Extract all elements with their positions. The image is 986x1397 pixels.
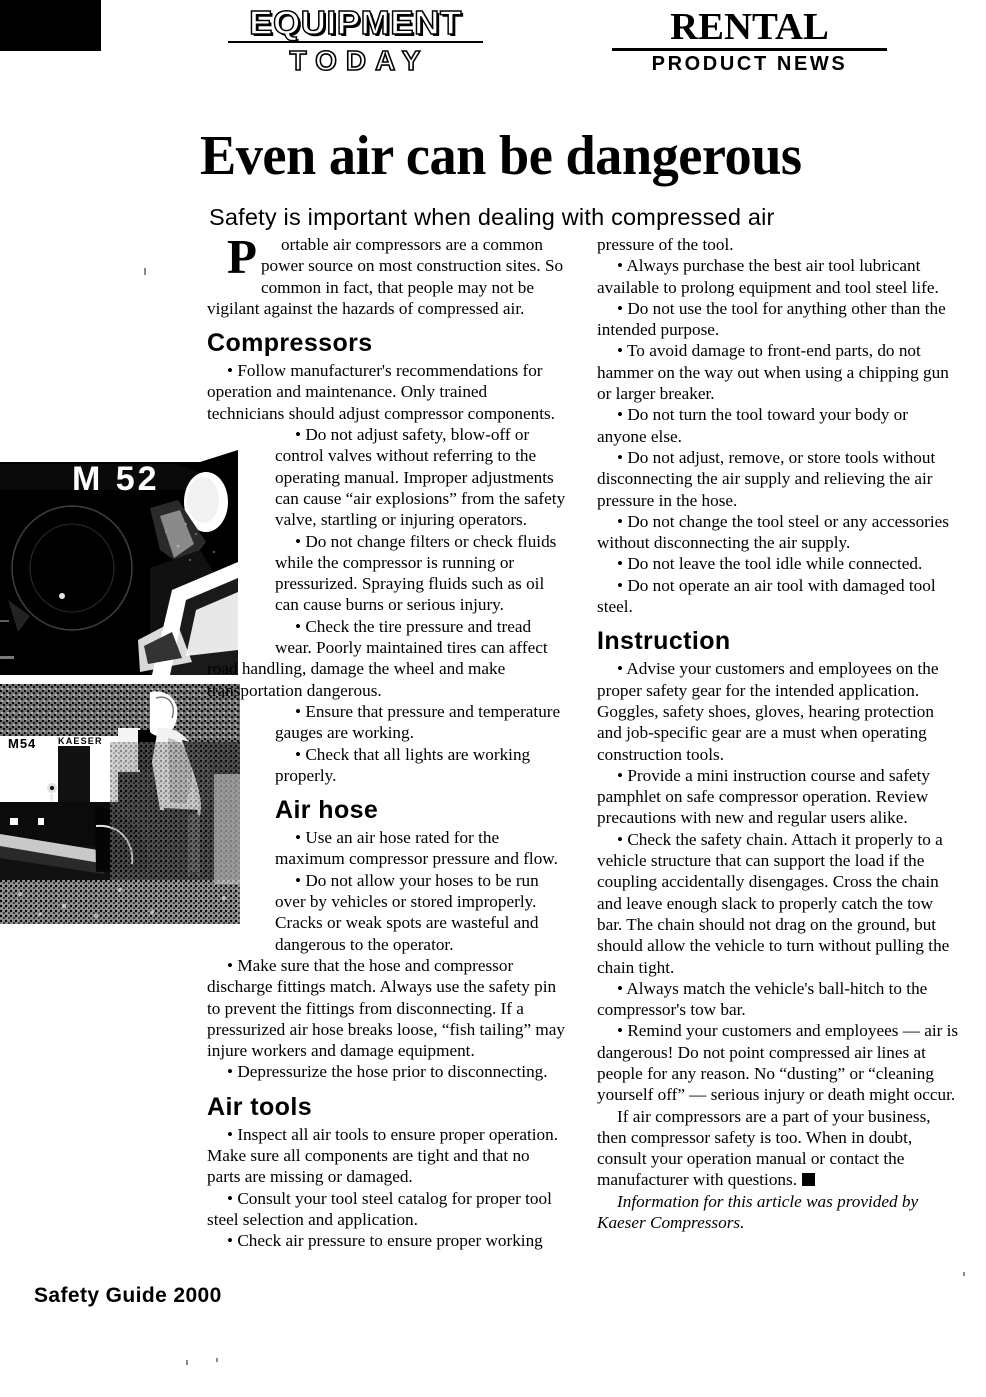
bullet-item: • Remind your customers and employees — air is dangerous! Do not point compressed air lines at people for any reason. No “dusting” or “cleaning yourself off” — serious injury or death might occur. <box>597 1021 959 1105</box>
photo-worker-jobsite <box>0 684 240 924</box>
scan-speck <box>963 1272 965 1276</box>
bullet-item: • To avoid damage to front-end parts, do not hammer on the way out when using a chipping gun or larger breaker. <box>597 341 949 404</box>
bullet-item: • Follow manufacturer's recommendations for operation and maintenance. Only trained technicians should adjust compressor components. <box>207 361 555 423</box>
bullet-item: • Consult your tool steel catalog for proper tool steel selection and application. <box>207 1188 552 1229</box>
masthead <box>0 0 986 92</box>
logo-equipment-line2: TODAY <box>289 45 430 76</box>
bullet-item: • Make sure that the hose and compressor discharge fittings match. Always use the safety pin to prevent the fittings from disconnecting. If a pressurized air hose breaks loose, “fish tailing” may injure workers and damage equipment. <box>207 955 565 1061</box>
logo-rental-rule <box>612 48 887 51</box>
bullet-item: • Ensure that pressure and temperature gauges are working. <box>275 701 561 743</box>
photo-label-m54: M54 <box>8 736 37 751</box>
photo-wrap-spacer <box>207 701 275 937</box>
photo-compressor-closeup <box>0 450 238 675</box>
photo-label-kaeser: KAESER <box>58 736 103 746</box>
bullet-item: • Check the tire pressure and tread wear. Poorly maintained tires can affect road handling, damage the wheel and make transportation dangerous. <box>207 616 548 700</box>
logo-rental-line2: PRODUCT NEWS <box>651 53 848 75</box>
article-column-right <box>597 234 959 1233</box>
drop-cap: P <box>227 229 257 284</box>
photo-wrap-spacer <box>207 424 275 648</box>
logo-equipment-today <box>228 6 483 76</box>
bullet-item: • Do not turn the tool toward your body or anyone else. <box>597 405 909 446</box>
bullet-item: • Check that all lights are working properly. <box>275 744 531 785</box>
bullet-item: • Do not operate an air tool with damaged tool steel. <box>597 575 936 617</box>
bullet-item: • Always match the vehicle's ball-hitch to the compressor's tow bar. <box>597 978 928 1020</box>
closing-text: If air compressors are a part of your business, then compressor safety is too. When in doubt, consult your operation manual or contact the manufacturer with questions. <box>597 1106 931 1190</box>
section-heading-air-hose: Air hose <box>275 796 379 825</box>
bullet-item: • Do not allow your hoses to be run over by vehicles or stored improperly. Cracks or weak spots are wasteful and dangerous to the operator. <box>275 870 539 954</box>
bullet-item: • Do not adjust, remove, or store tools without disconnecting the air supply and relieving the air pressure in the hose. <box>597 447 936 510</box>
end-mark-icon <box>802 1173 815 1186</box>
bullet-item: • Check the safety chain. Attach it properly to a vehicle structure that can support the load if the coupling accidentally disengages. Cross the chain and leave enough slack to properly catch the tow bar. The chain should not drag on the ground, but should allow the vehicle to turn without pulling the chain tight. <box>597 829 950 977</box>
section-heading-air-tools: Air tools <box>207 1092 312 1121</box>
logo-equipment-line1: EQUIPMENT <box>249 4 462 41</box>
closing-paragraph <box>597 1106 959 1191</box>
lead-paragraph <box>207 229 567 319</box>
article-headline: Even air can be dangerous <box>200 124 802 187</box>
bullet-item: • Provide a mini instruction course and safety pamphlet on safe compressor operation. Review precautions with new and regular users alike. <box>597 765 930 828</box>
photo-label-m52: M 52 <box>72 460 160 498</box>
bullet-item: • Do not change the tool steel or any accessories without disconnecting the air supply. <box>597 511 949 553</box>
bullet-item: • Do not adjust safety, blow-off or control valves without referring to the operating manual. Improper adjustments can cause “air explosions” from the safety valve, startling or injuring operators. <box>275 425 566 530</box>
scan-speck <box>216 1358 218 1362</box>
bullet-item: • Do not use the tool for anything other than the intended purpose. <box>597 298 946 340</box>
bullet-item: • Check air pressure to ensure proper working <box>227 1231 543 1251</box>
continuation-text: pressure of the tool. <box>597 235 734 254</box>
logo-rental-product-news <box>612 8 887 75</box>
scan-speck <box>144 268 146 275</box>
logo-rental-line1: RENTAL <box>670 6 829 48</box>
section-heading-instruction: Instruction <box>597 627 731 656</box>
lead-text: ortable air compressors are a common power source on most construction sites. So common in fact, that people may not be vigilant against the hazards of compressed air. <box>207 235 564 318</box>
article-column-left <box>207 229 567 1251</box>
article-subhead: Safety is important when dealing with compressed air <box>209 203 775 230</box>
bullet-item: • Advise your customers and employees on the proper safety gear for the intended application. Goggles, safety shoes, gloves, hearing protection and job-specific gear are a must when operating construction tools. <box>597 659 939 764</box>
bullet-item: • Always purchase the best air tool lubricant available to prolong equipment and tool steel life. <box>597 256 939 297</box>
section-heading-compressors: Compressors <box>207 329 373 358</box>
bullet-item: • Depressurize the hose prior to disconnecting. <box>227 1062 548 1082</box>
bullet-item: • Use an air hose rated for the maximum compressor pressure and flow. <box>275 828 558 869</box>
scan-speck <box>186 1360 188 1365</box>
logo-equipment-rule <box>228 41 483 43</box>
bullet-item: • Do not leave the tool idle while connected. <box>617 554 923 574</box>
bullet-item: • Inspect all air tools to ensure proper operation. Make sure all components are tight and that no parts are missing or damaged. <box>207 1124 559 1187</box>
bullet-item: • Do not change filters or check fluids while the compressor is running or pressurized. Spraying fluids such as oil can cause burns or serious injury. <box>275 531 557 615</box>
article-credit: Information for this article was provided by Kaeser Compressors. <box>597 1191 919 1233</box>
footer-safety-guide-label: Safety Guide 2000 <box>34 1284 222 1307</box>
